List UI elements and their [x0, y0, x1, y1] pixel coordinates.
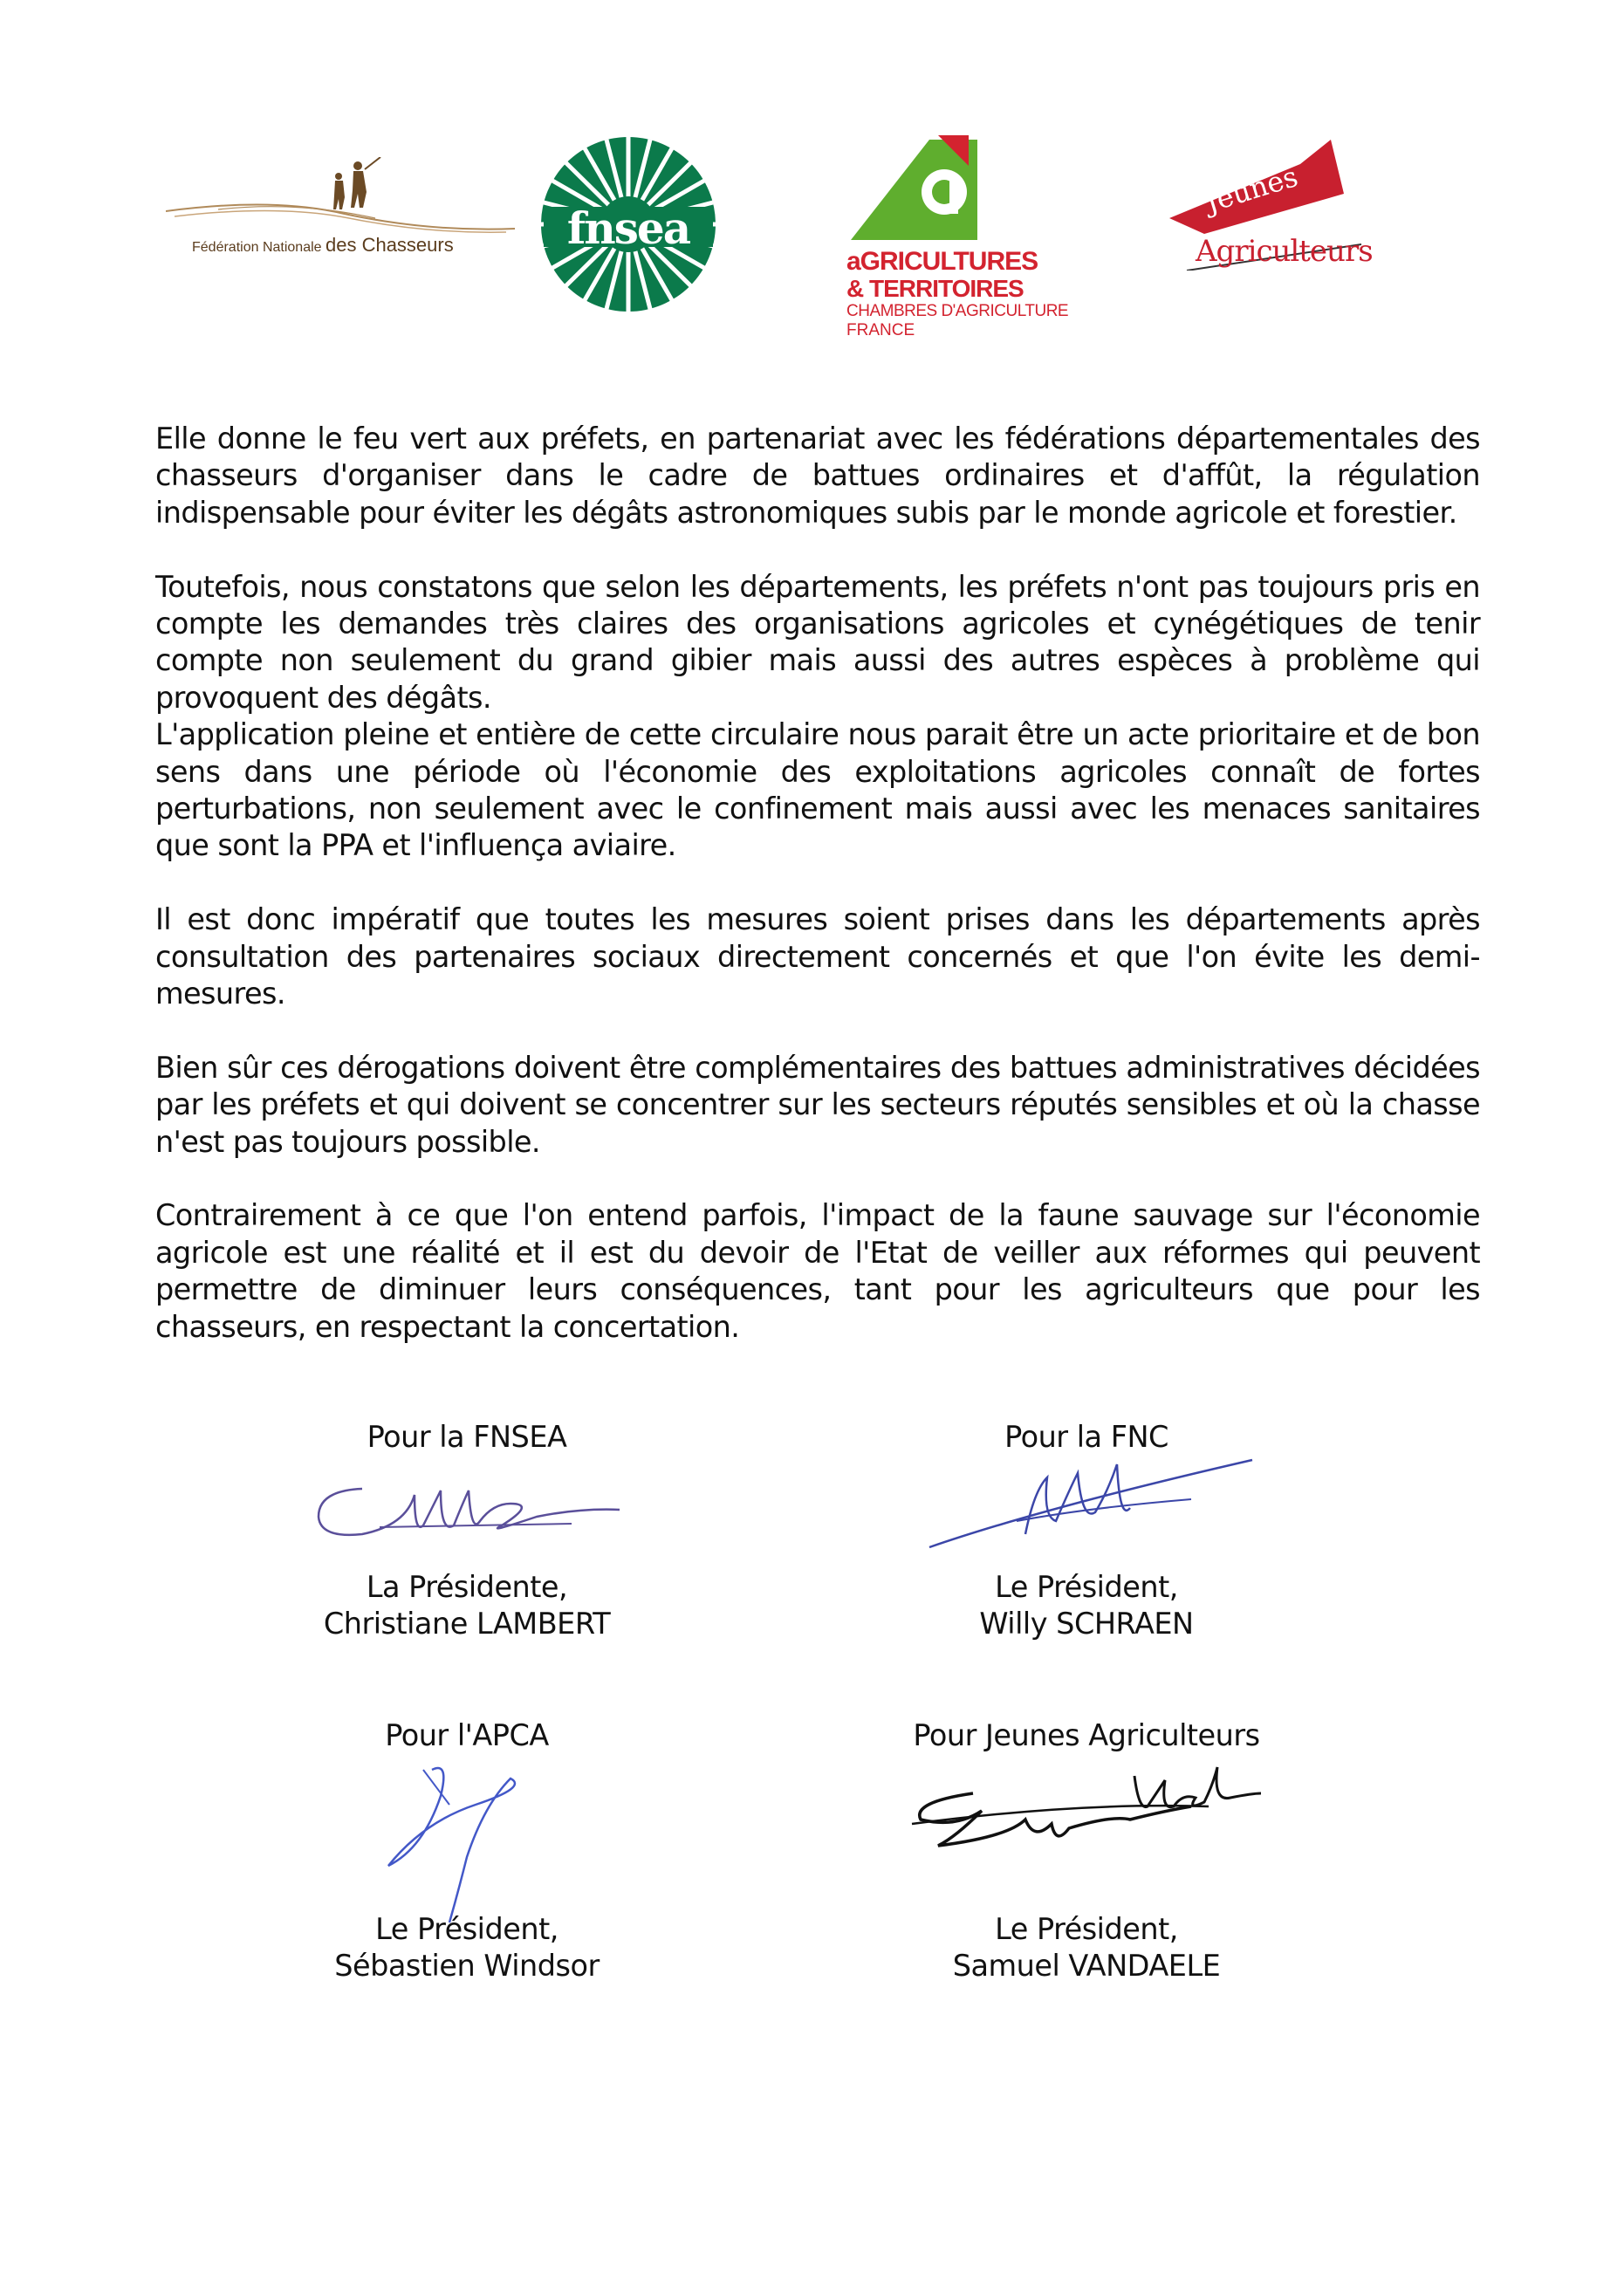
signature-block-fnsea — [161, 1419, 772, 1643]
handwritten-signature — [781, 1763, 1392, 1911]
fnsea-logo — [537, 133, 720, 316]
fnc-logo-text-small: Fédération Nationale — [192, 240, 325, 255]
signatory-org: Pour la FNSEA — [367, 1420, 567, 1454]
paragraph-3: L'application pleine et entière de cette circulaire nous parait être un acte prioritaire et de bon sens dans une période où l'économie des exploitations agricoles connaît de fortes perturbations, non seulement avec le confinement mais aussi avec les menaces sanitaires que sont la PPA et l'influença aviaire. — [155, 717, 1480, 863]
fnc-logo-text-large: des Chasseurs — [325, 234, 454, 256]
paragraph-6: Contrairement à ce que l'on entend parfois, l'impact de la faune sauvage sur l'économie agricole est une réalité et il est du devoir de l'Etat de veiller aux réformes qui peuvent permettre de diminuer leurs conséquences, tant pour les agriculteurs que pour les chasseurs, en respectant la concertation. — [155, 1198, 1480, 1344]
signatory-name: Sébastien Windsor — [334, 1949, 600, 1984]
paragraph-5: Bien sûr ces dérogations doivent être complémentaires des battues administratives décidées par les préfets et qui doivent se concentrer sur les secteurs réputés sensibles et où la chasse n'est pas toujours possible. — [155, 1050, 1480, 1159]
apca-logo-line2: & TERRITOIRES — [846, 275, 1024, 302]
handwritten-signature — [161, 1763, 772, 1911]
apca-logo-line4: FRANCE — [846, 321, 915, 339]
paragraph-2: Toutefois, nous constatons que selon les départements, les préfets n'ont pas toujours pris en compte les demandes très claires des organisations agricoles et cynégétiques de tenir compte non seulement du grand gibier mais aussi des autres espèces à problème qui provoquent des dégâts. — [155, 569, 1480, 715]
paragraph-1: Elle donne le feu vert aux préfets, en partenariat avec les fédérations départementales des chasseurs d'organiser dans le cadre de battues ordinaires et d'affût, la régulation indispensable pour éviter les dégâts astronomiques subis par le monde agricole et forestier. — [155, 422, 1480, 530]
signatory-role: Le Président, — [995, 1570, 1178, 1604]
signatory-org: Pour l'APCA — [385, 1718, 549, 1752]
ja-logo-line2: Agriculteurs — [1196, 234, 1373, 269]
letter-body — [155, 421, 1480, 1382]
signatory-role: Le Président, — [995, 1912, 1178, 1946]
apca-logo-line3: CHAMBRES D'AGRICULTURE — [846, 302, 1069, 320]
fnc-logo — [166, 157, 515, 256]
signatory-name: Willy SCHRAEN — [979, 1607, 1194, 1641]
fnsea-logo-text: fnsea — [566, 202, 690, 254]
signatory-role: La Présidente, — [366, 1570, 568, 1604]
signature-block-ja — [781, 1717, 1392, 1985]
logo-bar — [0, 122, 1624, 375]
apca-a-icon — [846, 131, 986, 244]
signatory-org: Pour la FNC — [1004, 1420, 1168, 1454]
signatory-org: Pour Jeunes Agriculteurs — [913, 1718, 1260, 1752]
apca-logo-line1: aGRICULTURES — [846, 247, 1038, 276]
ja-logo-line1: Jeunes — [1201, 159, 1302, 220]
signature-block-fnc — [781, 1419, 1392, 1643]
handwritten-signature — [161, 1464, 772, 1569]
signatory-name: Samuel VANDAELE — [952, 1949, 1221, 1984]
signature-block-apca — [161, 1717, 772, 1985]
signatory-role: Le Président, — [375, 1912, 558, 1946]
ja-logo — [1169, 140, 1373, 271]
signatory-name: Christiane LAMBERT — [323, 1607, 611, 1641]
paragraph-4: Il est donc impératif que toutes les mesures soient prises dans les départements après consultation des partenaires sociaux directement concernés et que l'on évite les demi-mesures. — [155, 902, 1480, 1011]
apca-logo — [846, 131, 1069, 339]
handwritten-signature — [781, 1464, 1392, 1569]
